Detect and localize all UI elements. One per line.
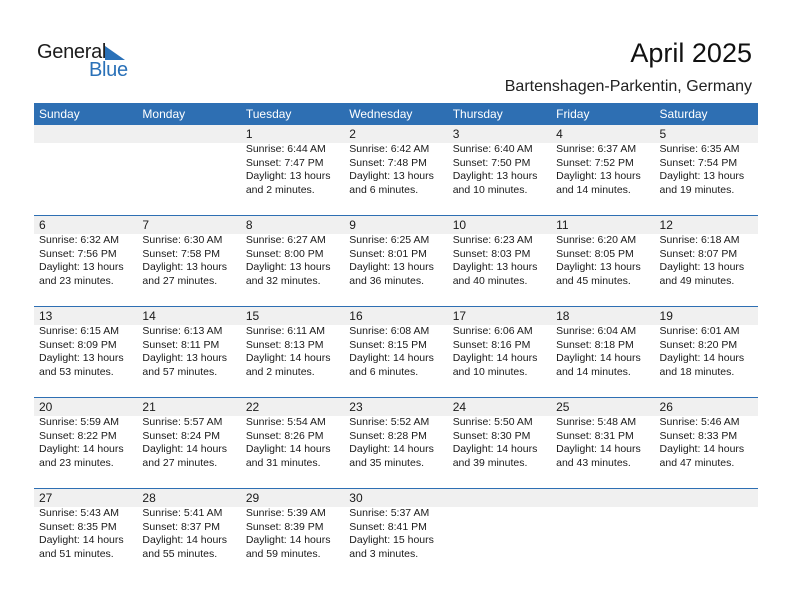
day-number: 15 [245,309,260,323]
daylight-minutes-text: and 31 minutes. [245,456,321,469]
daylight-text: Daylight: 13 hours [39,352,124,364]
sunset-text: Sunset: 8:09 PM [39,338,117,351]
day-number: 29 [245,491,260,505]
daylight-text: Daylight: 13 hours [452,170,538,182]
day-cell [344,307,447,379]
daylight-minutes-text: and 10 minutes. [452,365,528,378]
day-cell [34,489,137,561]
sunset-text: Sunset: 7:54 PM [659,156,738,169]
sunset-text: Sunset: 7:48 PM [349,156,427,169]
sunrise-text: Sunrise: 6:08 AM [349,325,430,337]
day-number: 11 [556,218,569,232]
weekday-wednesday: Wednesday [349,107,413,121]
day-number: 14 [142,309,156,323]
day-cell [655,307,758,379]
weekday-saturday: Saturday [659,107,708,121]
day-cell [655,125,758,197]
daylight-text: Daylight: 14 hours [349,352,434,364]
day-number: 27 [39,491,53,505]
day-cell [34,307,137,379]
daylight-minutes-text: and 3 minutes. [349,547,419,560]
day-number: 26 [659,400,673,414]
daylight-minutes-text: and 14 minutes. [556,183,631,196]
sunset-text: Sunset: 7:47 PM [245,156,324,169]
day-number: 9 [349,218,356,232]
day-number: 6 [39,218,46,232]
daylight-text: Daylight: 14 hours [142,443,228,455]
day-cell [137,216,240,288]
daylight-text: Daylight: 13 hours [556,170,641,182]
daylight-minutes-text: and 14 minutes. [556,365,631,378]
day-cell [448,307,551,379]
sunset-text: Sunset: 8:41 PM [349,520,427,533]
daylight-text: Daylight: 14 hours [39,534,124,546]
daylight-minutes-text: and 59 minutes. [245,547,321,560]
sunrise-text: Sunrise: 6:44 AM [245,143,326,155]
sunrise-text: Sunrise: 5:41 AM [142,507,223,519]
sunset-text: Sunset: 8:05 PM [556,247,634,260]
sunset-text: Sunset: 8:39 PM [245,520,324,533]
day-cell [655,216,758,288]
day-number: 8 [245,218,253,232]
sunrise-text: Sunrise: 6:01 AM [659,325,740,337]
day-cell [34,398,137,470]
daylight-minutes-text: and 40 minutes. [452,274,528,287]
day-cell [344,125,447,197]
day-number: 2 [349,127,356,141]
daylight-minutes-text: and 49 minutes. [659,274,735,287]
sunrise-text: Sunrise: 5:54 AM [245,416,326,428]
sunrise-text: Sunrise: 6:32 AM [39,234,119,246]
daylight-minutes-text: and 18 minutes. [659,365,735,378]
daylight-text: Daylight: 14 hours [245,534,331,546]
daylight-minutes-text: and 43 minutes. [556,456,631,469]
daylight-minutes-text: and 47 minutes. [659,456,735,469]
daylight-minutes-text: and 2 minutes. [245,183,315,196]
page-title: April 2025 [630,38,752,68]
weekday-header [34,103,758,125]
location-subtitle: Bartenshagen-Parkentin, Germany [504,78,752,95]
daylight-text: Daylight: 15 hours [349,534,434,546]
day-number: 17 [452,309,467,323]
daylight-text: Daylight: 14 hours [142,534,228,546]
sunset-text: Sunset: 8:01 PM [349,247,427,260]
sunset-text: Sunset: 8:30 PM [452,429,531,442]
sunset-text: Sunset: 8:00 PM [245,247,324,260]
sunrise-text: Sunrise: 6:11 AM [245,325,326,337]
sunrise-text: Sunrise: 5:50 AM [452,416,533,428]
week-row [34,125,758,215]
sunrise-text: Sunrise: 5:52 AM [349,416,430,428]
sunrise-text: Sunrise: 6:35 AM [659,143,740,155]
daylight-text: Daylight: 14 hours [556,443,641,455]
day-cell [241,307,344,379]
day-cell [241,489,344,561]
day-number: 12 [659,218,673,232]
sunrise-text: Sunrise: 6:18 AM [659,234,740,246]
daylight-minutes-text: and 32 minutes. [245,274,321,287]
day-number: 4 [556,127,563,141]
daylight-minutes-text: and 6 minutes. [349,365,419,378]
sunrise-text: Sunrise: 5:48 AM [556,416,637,428]
daylight-minutes-text: and 51 minutes. [39,547,114,560]
daylight-text: Daylight: 14 hours [659,352,745,364]
daylight-text: Daylight: 13 hours [349,170,434,182]
sunset-text: Sunset: 8:24 PM [142,429,221,442]
daylight-minutes-text: and 57 minutes. [142,365,218,378]
day-number: 18 [556,309,570,323]
daylight-text: Daylight: 13 hours [349,261,434,273]
logo [37,41,137,81]
week-row [34,306,758,397]
daylight-minutes-text: and 36 minutes. [349,274,424,287]
daylight-text: Daylight: 13 hours [556,261,641,273]
sunrise-text: Sunrise: 5:43 AM [39,507,119,519]
empty-day-cell [655,489,758,561]
daylight-text: Daylight: 13 hours [39,261,124,273]
day-cell [551,125,654,197]
daylight-text: Daylight: 14 hours [349,443,434,455]
sunrise-text: Sunrise: 6:25 AM [349,234,430,246]
day-number: 20 [39,400,53,414]
sunset-text: Sunset: 8:28 PM [349,429,427,442]
daylight-text: Daylight: 14 hours [39,443,124,455]
empty-day-cell [34,125,137,197]
daylight-text: Daylight: 13 hours [452,261,538,273]
day-cell [655,398,758,470]
daylight-minutes-text: and 45 minutes. [556,274,631,287]
day-cell [241,125,344,197]
daylight-text: Daylight: 13 hours [142,352,228,364]
day-cell [344,489,447,561]
day-number: 10 [452,218,467,232]
weekday-tuesday: Tuesday [245,107,292,121]
daylight-minutes-text: and 2 minutes. [245,365,315,378]
sunset-text: Sunset: 8:16 PM [452,338,531,351]
calendar [34,103,758,579]
daylight-text: Daylight: 13 hours [659,170,745,182]
daylight-text: Daylight: 13 hours [245,170,331,182]
day-cell [241,216,344,288]
sunset-text: Sunset: 8:37 PM [142,520,221,533]
daylight-text: Daylight: 14 hours [452,443,538,455]
sunrise-text: Sunrise: 5:37 AM [349,507,430,519]
day-cell [344,216,447,288]
day-cell [448,125,551,197]
day-number: 5 [659,127,667,141]
sunrise-text: Sunrise: 6:04 AM [556,325,637,337]
daylight-text: Daylight: 13 hours [142,261,228,273]
sunrise-text: Sunrise: 6:30 AM [142,234,223,246]
week-row [34,397,758,488]
sunset-text: Sunset: 8:20 PM [659,338,738,351]
day-cell [551,307,654,379]
day-number: 24 [452,400,467,414]
daylight-text: Daylight: 14 hours [659,443,745,455]
sunset-text: Sunset: 8:11 PM [142,338,220,351]
sunrise-text: Sunrise: 6:23 AM [452,234,533,246]
day-number: 25 [556,400,570,414]
day-cell [448,398,551,470]
daylight-text: Daylight: 14 hours [245,443,331,455]
daylight-text: Daylight: 14 hours [452,352,538,364]
day-cell [551,398,654,470]
sunset-text: Sunset: 7:52 PM [556,156,634,169]
logo-triangle-icon [105,46,125,60]
weekday-monday: Monday [142,107,186,121]
day-number: 30 [349,491,363,505]
daylight-minutes-text: and 19 minutes. [659,183,735,196]
sunset-text: Sunset: 8:07 PM [659,247,738,260]
day-number: 19 [659,309,673,323]
sunrise-text: Sunrise: 6:06 AM [452,325,533,337]
daylight-minutes-text: and 27 minutes. [142,456,218,469]
sunset-text: Sunset: 8:15 PM [349,338,427,351]
day-number: 22 [245,400,260,414]
sunset-text: Sunset: 8:13 PM [245,338,324,351]
daylight-text: Daylight: 14 hours [556,352,641,364]
weekday-thursday: Thursday [452,107,503,121]
day-number: 21 [142,400,156,414]
day-cell [551,216,654,288]
day-number: 13 [39,309,53,323]
sunset-text: Sunset: 8:18 PM [556,338,634,351]
sunrise-text: Sunrise: 6:20 AM [556,234,637,246]
daylight-text: Daylight: 13 hours [245,261,331,273]
weekday-friday: Friday [556,107,590,121]
sunset-text: Sunset: 7:56 PM [39,247,117,260]
sunrise-text: Sunrise: 5:46 AM [659,416,740,428]
day-cell [137,398,240,470]
day-number: 28 [142,491,156,505]
sunrise-text: Sunrise: 6:40 AM [452,143,533,155]
sunrise-text: Sunrise: 6:13 AM [142,325,223,337]
sunset-text: Sunset: 8:33 PM [659,429,738,442]
sunset-text: Sunset: 7:58 PM [142,247,221,260]
day-number: 16 [349,309,363,323]
sunset-text: Sunset: 8:03 PM [452,247,531,260]
sunrise-text: Sunrise: 6:42 AM [349,143,430,155]
week-row [34,488,758,579]
sunset-text: Sunset: 8:26 PM [245,429,324,442]
day-cell [34,216,137,288]
daylight-minutes-text: and 10 minutes. [452,183,528,196]
daylight-text: Daylight: 13 hours [659,261,745,273]
logo-word-blue: Blue [89,59,128,81]
sunrise-text: Sunrise: 5:39 AM [245,507,326,519]
sunrise-text: Sunrise: 5:57 AM [142,416,223,428]
daylight-text: Daylight: 14 hours [245,352,331,364]
daylight-minutes-text: and 39 minutes. [452,456,528,469]
day-number: 1 [245,127,253,141]
calendar-weeks [34,125,758,579]
daylight-minutes-text: and 55 minutes. [142,547,218,560]
day-cell [137,489,240,561]
day-number: 23 [349,400,363,414]
day-cell [137,307,240,379]
sunset-text: Sunset: 8:31 PM [556,429,634,442]
sunrise-text: Sunrise: 6:15 AM [39,325,119,337]
sunset-text: Sunset: 8:35 PM [39,520,117,533]
empty-day-cell [551,489,654,561]
day-cell [344,398,447,470]
sunrise-text: Sunrise: 6:37 AM [556,143,637,155]
sunrise-text: Sunrise: 5:59 AM [39,416,119,428]
empty-day-cell [137,125,240,197]
logo-word-general: General [37,41,107,63]
empty-day-cell [448,489,551,561]
daylight-minutes-text: and 23 minutes. [39,274,114,287]
weekday-sunday: Sunday [39,107,80,121]
day-cell [448,216,551,288]
sunset-text: Sunset: 7:50 PM [452,156,531,169]
day-number: 3 [452,127,460,141]
daylight-minutes-text: and 27 minutes. [142,274,218,287]
sunrise-text: Sunrise: 6:27 AM [245,234,326,246]
daylight-minutes-text: and 23 minutes. [39,456,114,469]
day-number: 7 [142,218,150,232]
daylight-minutes-text: and 35 minutes. [349,456,424,469]
sunset-text: Sunset: 8:22 PM [39,429,117,442]
daylight-minutes-text: and 53 minutes. [39,365,114,378]
day-cell [241,398,344,470]
daylight-minutes-text: and 6 minutes. [349,183,419,196]
week-row [34,215,758,306]
